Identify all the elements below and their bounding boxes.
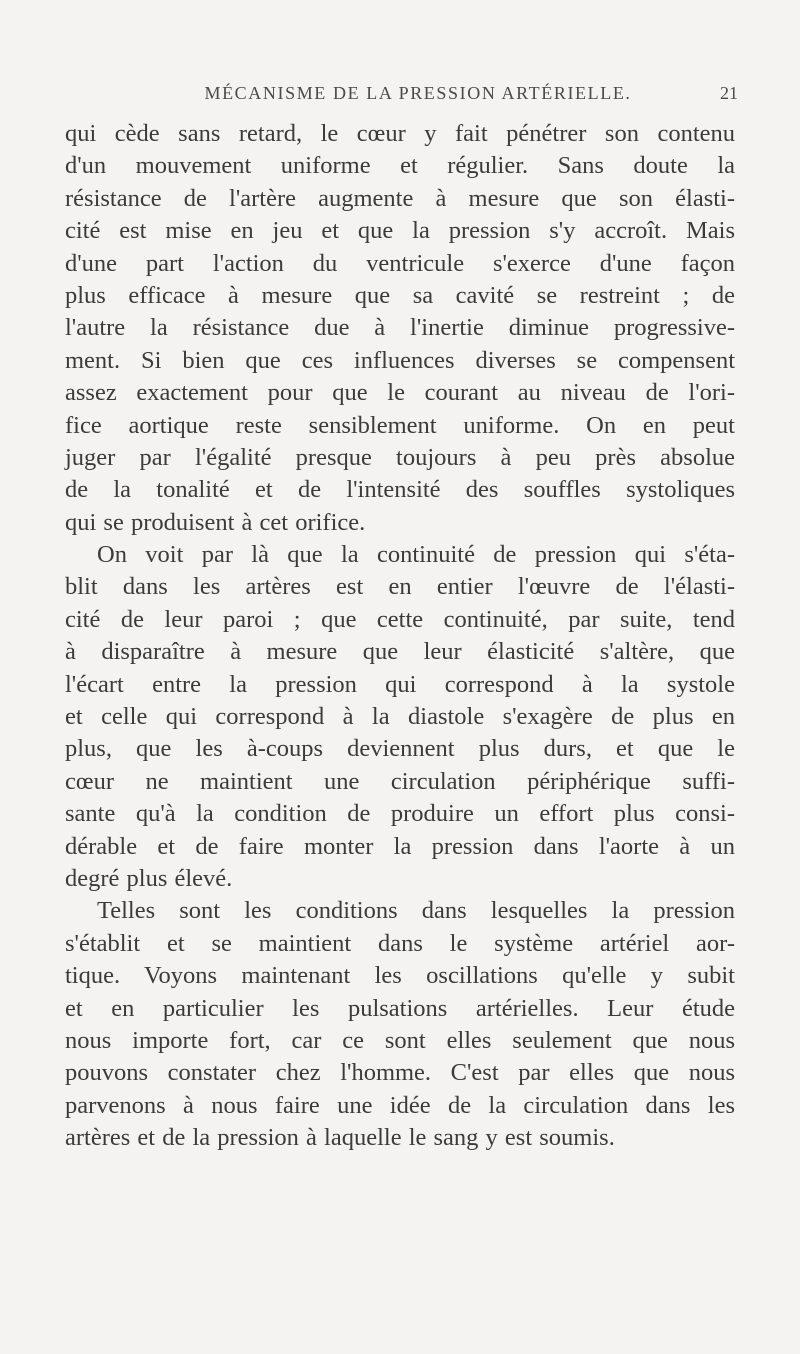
text-line: degré plus élevé.	[65, 864, 233, 892]
text-line: sante qu'à la condition de produire un effort plus consi-	[65, 800, 735, 828]
text-line: dérable et de faire monter la pression dans l'aorte à un	[65, 832, 735, 860]
text-line: l'écart entre la pression qui correspond à la systole	[65, 670, 735, 698]
text-line: fice aortique reste sensiblement uniforme. On en peut	[65, 411, 735, 439]
text-line: qui se produisent à cet orifice.	[65, 508, 366, 536]
text-line: parvenons à nous faire une idée de la circulation dans les	[65, 1091, 735, 1119]
text-line: s'établit et se maintient dans le système artériel aor-	[65, 929, 735, 957]
text-line: et celle qui correspond à la diastole s'exagère de plus en	[65, 703, 735, 731]
paragraph	[65, 539, 735, 895]
text-line: de la tonalité et de l'intensité des souffles systoliques	[65, 476, 735, 504]
text-line: blit dans les artères est en entier l'œuvre de l'élasti-	[65, 573, 735, 601]
running-header	[118, 83, 738, 107]
text-line: à disparaître à mesure que leur élasticité s'altère, que	[65, 638, 735, 666]
text-line: nous importe fort, car ce sont elles seulement que nous	[65, 1026, 735, 1054]
text-line: d'un mouvement uniforme et régulier. Sans doute la	[65, 152, 735, 180]
paragraph	[65, 118, 735, 539]
text-line: et en particulier les pulsations artérielles. Leur étude	[65, 994, 735, 1022]
running-title: MÉCANISME DE LA PRESSION ARTÉRIELLE.	[204, 83, 632, 103]
text-line: Telles sont les conditions dans lesquelles la pression	[97, 897, 735, 925]
paragraph	[65, 895, 735, 1154]
text-line: artères et de la pression à laquelle le sang y est soumis.	[65, 1124, 615, 1152]
text-line: On voit par là que la continuité de pression qui s'éta-	[97, 541, 735, 569]
page-number: 21	[720, 83, 738, 103]
text-line: qui cède sans retard, le cœur y fait pénétrer son contenu	[65, 120, 735, 147]
text-line: plus efficace à mesure que sa cavité se restreint ; de	[65, 281, 735, 309]
text-line: d'une part l'action du ventricule s'exerce d'une façon	[65, 249, 735, 277]
text-line: résistance de l'artère augmente à mesure que son élasti-	[65, 184, 735, 212]
text-line: juger par l'égalité presque toujours à peu près absolue	[65, 443, 735, 471]
text-line: assez exactement pour que le courant au niveau de l'ori-	[65, 379, 735, 407]
text-line: pouvons constater chez l'homme. C'est par elles que nous	[65, 1059, 735, 1087]
text-line: cœur ne maintient une circulation périphérique suffi-	[65, 767, 735, 795]
text-line: ment. Si bien que ces influences diverses se compensent	[65, 346, 735, 374]
text-line: plus, que les à-coups deviennent plus durs, et que le	[65, 735, 735, 763]
text-line: tique. Voyons maintenant les oscillations qu'elle y subit	[65, 962, 735, 990]
body-text	[65, 118, 735, 1155]
text-line: l'autre la résistance due à l'inertie diminue progressive-	[65, 314, 735, 342]
text-line: cité est mise en jeu et que la pression s'y accroît. Mais	[65, 217, 735, 245]
text-line: cité de leur paroi ; que cette continuité, par suite, tend	[65, 605, 735, 633]
